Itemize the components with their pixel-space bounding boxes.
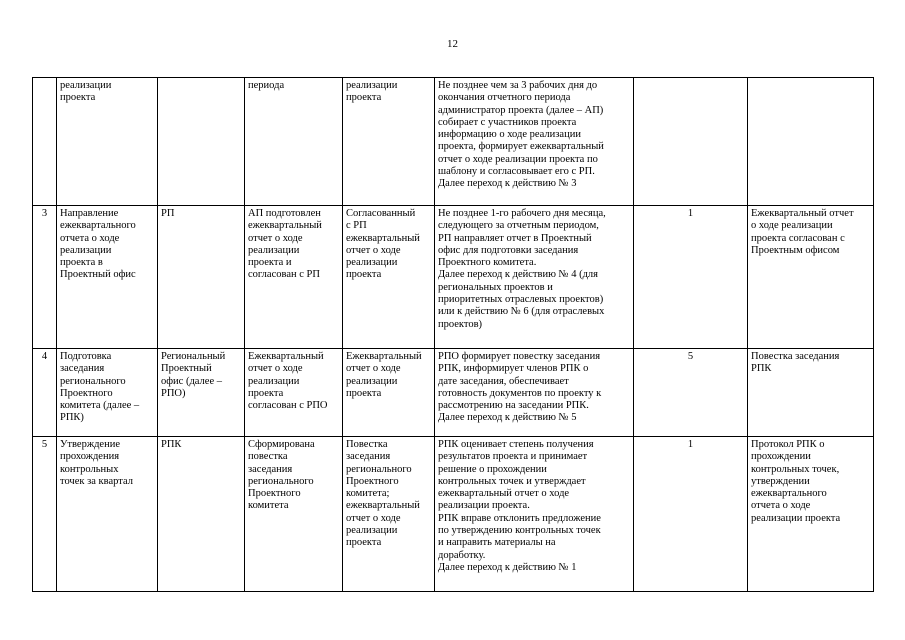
input-condition: Сформирована повестка заседания регионального Проектного комитета — [245, 437, 343, 592]
input-condition: периода — [245, 78, 343, 206]
output-result — [748, 78, 874, 206]
duration: 1 — [634, 437, 748, 592]
input-document: Ежеквартальный отчет о ходе реализации проекта — [343, 349, 435, 437]
input-document: Согласованный с РП ежеквартальный отчет о ходе реализации проекта — [343, 206, 435, 349]
duration — [634, 78, 748, 206]
row-number: 4 — [33, 349, 57, 437]
action-name: реализации проекта — [57, 78, 158, 206]
action-name: Подготовка заседания регионального Проектного комитета (далее – РПК) — [57, 349, 158, 437]
output-result: Протокол РПК о прохождении контрольных точек, утверждении ежеквартального отчета о ходе реализации проекта — [748, 437, 874, 592]
input-document: Повестка заседания регионального Проектного комитета; ежеквартальный отчет о ходе реализации проекта — [343, 437, 435, 592]
page-number: 12 — [447, 38, 458, 50]
action-name: Направление ежеквартального отчета о ходе реализации проекта в Проектный офис — [57, 206, 158, 349]
action-description: Не позднее чем за 3 рабочих дня до окончания отчетного периода администратор проекта (далее – АП) собирает с участников проекта информацию о ходе реализации проекта, формирует ежеквартальный отчет о ходе реализации проекта по шаблону и согласовывает его с РП. Далее переход к действию № 3 — [435, 78, 634, 206]
table-row — [33, 349, 874, 437]
responsible: Региональный Проектный офис (далее – РПО) — [158, 349, 245, 437]
table-row — [33, 78, 874, 206]
input-condition: Ежеквартальный отчет о ходе реализации проекта согласован с РПО — [245, 349, 343, 437]
input-condition: АП подготовлен ежеквартальный отчет о ходе реализации проекта и согласован с РП — [245, 206, 343, 349]
duration: 1 — [634, 206, 748, 349]
table-row — [33, 437, 874, 592]
input-document: реализации проекта — [343, 78, 435, 206]
table-row — [33, 206, 874, 349]
process-table — [32, 77, 874, 592]
output-result: Повестка заседания РПК — [748, 349, 874, 437]
responsible: РПК — [158, 437, 245, 592]
action-description: Не позднее 1-го рабочего дня месяца, следующего за отчетным периодом, РП направляет отчет в Проектный офис для подготовки заседания Проектного комитета. Далее переход к действию № 4 (для региональных проектов и приоритетных отраслевых проектов) или к действию № 6 (для отраслевых проектов) — [435, 206, 634, 349]
row-number: 5 — [33, 437, 57, 592]
duration: 5 — [634, 349, 748, 437]
row-number — [33, 78, 57, 206]
action-name: Утверждение прохождения контрольных точек за квартал — [57, 437, 158, 592]
output-result: Ежеквартальный отчет о ходе реализации проекта согласован с Проектным офисом — [748, 206, 874, 349]
responsible — [158, 78, 245, 206]
action-description: РПК оценивает степень получения результатов проекта и принимает решение о прохождении контрольных точек и утверждает ежеквартальный отчет о ходе реализации проекта. РПК вправе отклонить предложение по утверждению контрольных точек и направить материалы на доработку. Далее переход к действию № 1 — [435, 437, 634, 592]
responsible: РП — [158, 206, 245, 349]
action-description: РПО формирует повестку заседания РПК, информирует членов РПК о дате заседания, обеспечивает готовность документов по проекту к рассмотрению на заседании РПК. Далее переход к действию № 5 — [435, 349, 634, 437]
row-number: 3 — [33, 206, 57, 349]
